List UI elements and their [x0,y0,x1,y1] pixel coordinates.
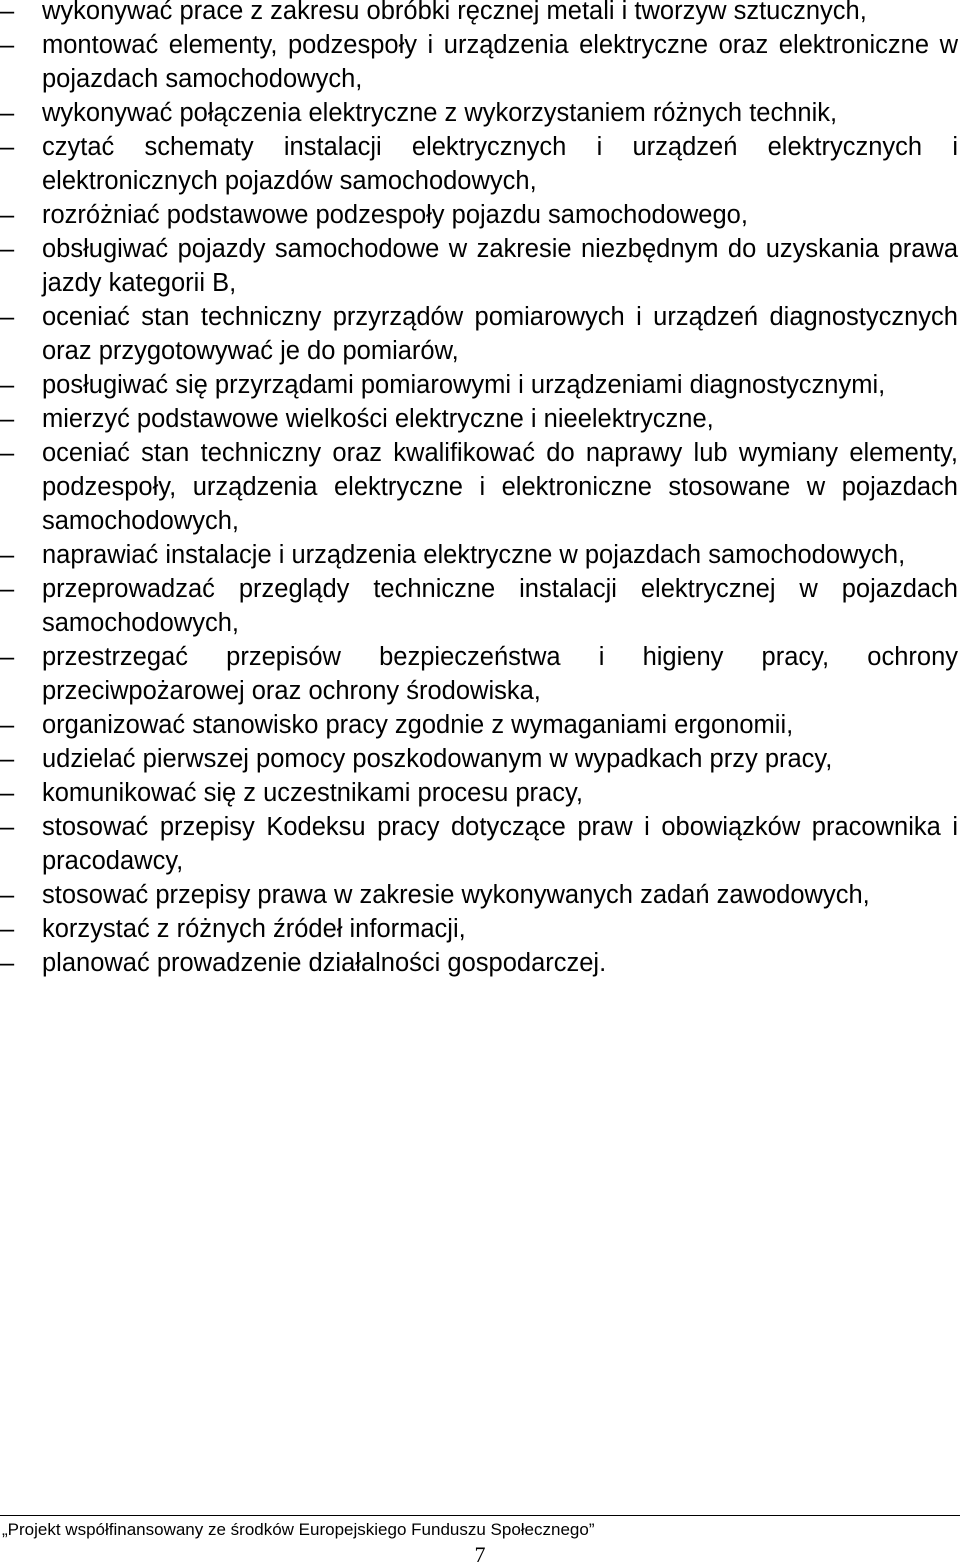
list-item [0,572,958,640]
list-item-text: oceniać stan techniczny oraz kwalifikować do naprawy lub wymiany elementy, podzespoły, urządzenia elektryczne i elektroniczne stosowane w pojazdach samochodowych, [42,439,958,535]
list-item-text: naprawiać instalacje i urządzenia elektryczne w pojazdach samochodowych, [42,541,906,569]
footer-text: „Projekt współfinansowany ze środków Europejskiego Funduszu Społecznego” [2,1520,595,1539]
dash-bullet-icon: – [0,949,15,977]
list-item [0,878,958,912]
dash-bullet-icon: – [0,915,15,943]
list-item-text: rozróżniać podstawowe podzespoły pojazdu samochodowego, [42,201,748,229]
dash-bullet-icon: – [0,575,15,603]
page-number: 7 [474,1542,486,1567]
list-item [0,198,958,232]
footer-divider [0,1515,960,1516]
list-item [0,436,958,538]
list-item-text: udzielać pierwszej pomocy poszkodowanym w wypadkach przy pracy, [42,745,833,773]
list-item [0,708,958,742]
list-item [0,776,958,810]
dash-bullet-icon: – [0,745,15,773]
list-item-text: oceniać stan techniczny przyrządów pomiarowych i urządzeń diagnostycznych oraz przygotowywać je do pomiarów, [42,303,958,365]
list-item [0,946,958,980]
list-item-text: komunikować się z uczestnikami procesu pracy, [42,779,583,807]
list-item-text: czytać schematy instalacji elektrycznych i urządzeń elektrycznych i elektronicznych pojazdów samochodowych, [42,133,958,195]
list-item [0,232,958,300]
list-item-text: obsługiwać pojazdy samochodowe w zakresie niezbędnym do uzyskania prawa jazdy kategorii B, [42,235,958,297]
list-item [0,96,958,130]
list-item-text: stosować przepisy prawa w zakresie wykonywanych zadań zawodowych, [42,881,870,909]
dash-bullet-icon: – [0,31,15,59]
dash-bullet-icon: – [0,201,15,229]
dash-bullet-icon: – [0,711,15,739]
dash-bullet-icon: – [0,881,15,909]
list-item [0,402,958,436]
list-item [0,640,958,708]
list-item [0,300,958,368]
list-item [0,0,958,28]
dash-bullet-icon: – [0,133,15,161]
list-item-text: wykonywać prace z zakresu obróbki ręcznej metali i tworzyw sztucznych, [42,0,867,25]
dash-bullet-icon: – [0,405,15,433]
list-item-text: korzystać z różnych źródeł informacji, [42,915,466,943]
list-item-text: posługiwać się przyrządami pomiarowymi i urządzeniami diagnostycznymi, [42,371,886,399]
dash-bullet-icon: – [0,779,15,807]
dash-bullet-icon: – [0,0,15,25]
list-item [0,810,958,878]
list-item [0,912,958,946]
list-item [0,130,958,198]
list-item [0,742,958,776]
list-item-text: mierzyć podstawowe wielkości elektryczne i nieelektryczne, [42,405,714,433]
list-item [0,368,958,402]
list-item [0,538,958,572]
list-item-text: planować prowadzenie działalności gospodarczej. [42,949,607,977]
list-item [0,28,958,96]
dash-bullet-icon: – [0,541,15,569]
list-item-text: przeprowadzać przeglądy techniczne instalacji elektrycznej w pojazdach samochodowych, [42,575,958,637]
dash-bullet-icon: – [0,235,15,263]
dash-bullet-icon: – [0,371,15,399]
list-item-text: przestrzegać przepisów bezpieczeństwa i higieny pracy, ochrony przeciwpożarowej oraz ochrony środowiska, [42,643,958,705]
dash-bullet-icon: – [0,99,15,127]
list-item-text: wykonywać połączenia elektryczne z wykorzystaniem różnych technik, [42,99,838,127]
dash-bullet-icon: – [0,643,15,671]
dash-bullet-icon: – [0,303,15,331]
list-item-text: montować elementy, podzespoły i urządzenia elektryczne oraz elektroniczne w pojazdach samochodowych, [42,31,958,93]
list-item-text: stosować przepisy Kodeksu pracy dotyczące praw i obowiązków pracownika i pracodawcy, [42,813,958,875]
dash-bullet-icon: – [0,439,15,467]
list-item-text: organizować stanowisko pracy zgodnie z wymaganiami ergonomii, [42,711,794,739]
dash-bullet-icon: – [0,813,15,841]
